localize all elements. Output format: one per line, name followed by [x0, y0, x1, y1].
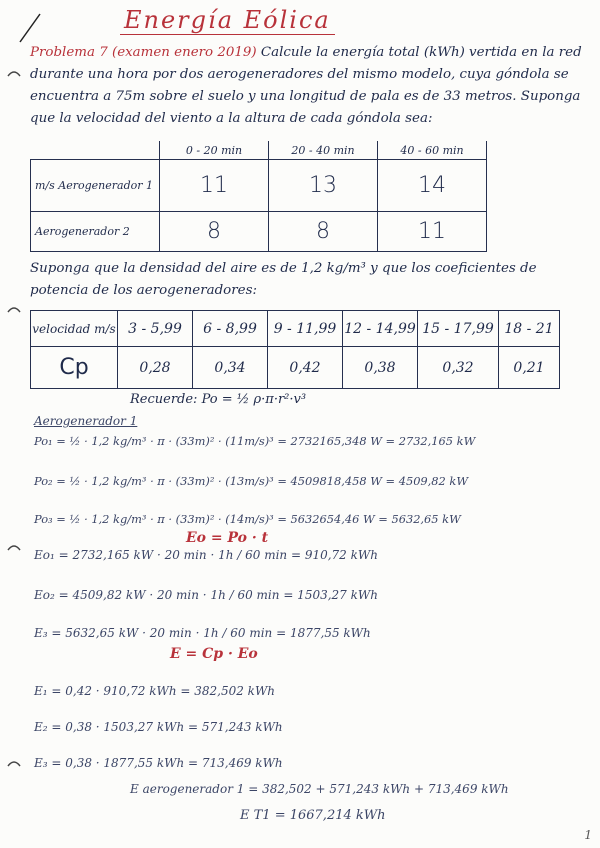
cp-cell: 0,38: [343, 347, 418, 389]
table-cell: 8: [269, 212, 378, 252]
punch-hole-icon: [6, 540, 22, 556]
power-coefficient-table: [30, 310, 560, 389]
cp-cell: 0,21: [499, 347, 560, 389]
speed-cell: 9 - 11,99: [268, 311, 343, 347]
calc-line-po1: Po₁ = ½ · 1,2 kg/m³ · π · (33m)² · (11m/s)³ = 2732165,348 W = 2732,165 kW: [34, 434, 476, 448]
table-cell: 14: [378, 160, 487, 212]
page-title: Energía Eólica: [120, 6, 335, 35]
speed-cell: 18 - 21: [499, 311, 560, 347]
calc-line-e2: E₂ = 0,38 · 1503,27 kWh = 571,243 kWh: [34, 720, 283, 734]
table-cell: 13: [269, 160, 378, 212]
row-label: m/s Aerogenerador 1: [31, 160, 160, 212]
speed-cell: 6 - 8,99: [193, 311, 268, 347]
cp-cell: 0,34: [193, 347, 268, 389]
table-cell: 8: [160, 212, 269, 252]
formula-reminder: Recuerde: Po = ½ ρ·π·r²·v³: [130, 392, 307, 407]
header-cell: 40 - 60 min: [378, 141, 487, 160]
calc-line-total-sum: E aerogenerador 1 = 382,502 + 571,243 kWh + 713,469 kWh: [130, 782, 509, 796]
calc-line-total: E T1 = 1667,214 kWh: [240, 808, 386, 823]
wind-speed-table: [30, 141, 487, 252]
speed-cell: 3 - 5,99: [118, 311, 193, 347]
table-cell: 11: [160, 160, 269, 212]
speed-cell: 12 - 14,99: [343, 311, 418, 347]
cp-cell: 0,28: [118, 347, 193, 389]
section-heading: Aerogenerador 1: [34, 414, 138, 428]
header-cell: 0 - 20 min: [160, 141, 269, 160]
row-label: velocidad m/s: [31, 311, 118, 347]
energy-formula: Eo = Po · t: [186, 530, 269, 546]
problem-statement: [30, 42, 590, 130]
calc-line-eo3: E₃ = 5632,65 kW · 20 min · 1h / 60 min = 1877,55 kWh: [34, 626, 371, 640]
energy-formula: E = Cp · Eo: [170, 646, 258, 662]
cp-cell: 0,32: [418, 347, 499, 389]
row-label: Aerogenerador 2: [31, 212, 160, 252]
table-cell: 11: [378, 212, 487, 252]
density-statement: Suponga que la densidad del aire es de 1,2 kg/m³ y que los coeficientes de potencia de los aerogeneradores:: [30, 261, 537, 298]
punch-hole-icon: [6, 756, 22, 772]
problem-lead: Problema 7 (examen enero 2019): [30, 45, 257, 60]
calc-line-po3: Po₃ = ½ · 1,2 kg/m³ · π · (33m)² · (14m/s)³ = 5632654,46 W = 5632,65 kW: [34, 512, 461, 526]
row-label: Cp: [31, 347, 118, 389]
cp-cell: 0,42: [268, 347, 343, 389]
calc-line-eo2: Eo₂ = 4509,82 kW · 20 min · 1h / 60 min = 1503,27 kWh: [34, 588, 378, 602]
calc-line-e3: E₃ = 0,38 · 1877,55 kWh = 713,469 kWh: [34, 756, 283, 770]
problem-text: Calcule la energía total (kWh) vertida en la red durante una hora por dos aerogeneradores del mismo modelo, cuya góndola se encuentra a 75m sobre el suelo y una longitud de pala es de 33 metros. Suponga que la velocidad del viento a la altura de cada góndola sea:: [30, 45, 582, 126]
page-number: 1: [584, 828, 592, 842]
calc-line-eo1: Eo₁ = 2732,165 kW · 20 min · 1h / 60 min = 910,72 kWh: [34, 548, 378, 562]
punch-hole-icon: [6, 66, 22, 82]
speed-cell: 15 - 17,99: [418, 311, 499, 347]
calc-line-po2: Po₂ = ½ · 1,2 kg/m³ · π · (33m)² · (13m/s)³ = 4509818,458 W = 4509,82 kW: [34, 474, 469, 488]
header-cell: 20 - 40 min: [269, 141, 378, 160]
calc-line-e1: E₁ = 0,42 · 910,72 kWh = 382,502 kWh: [34, 684, 276, 698]
punch-hole-icon: [6, 302, 22, 318]
